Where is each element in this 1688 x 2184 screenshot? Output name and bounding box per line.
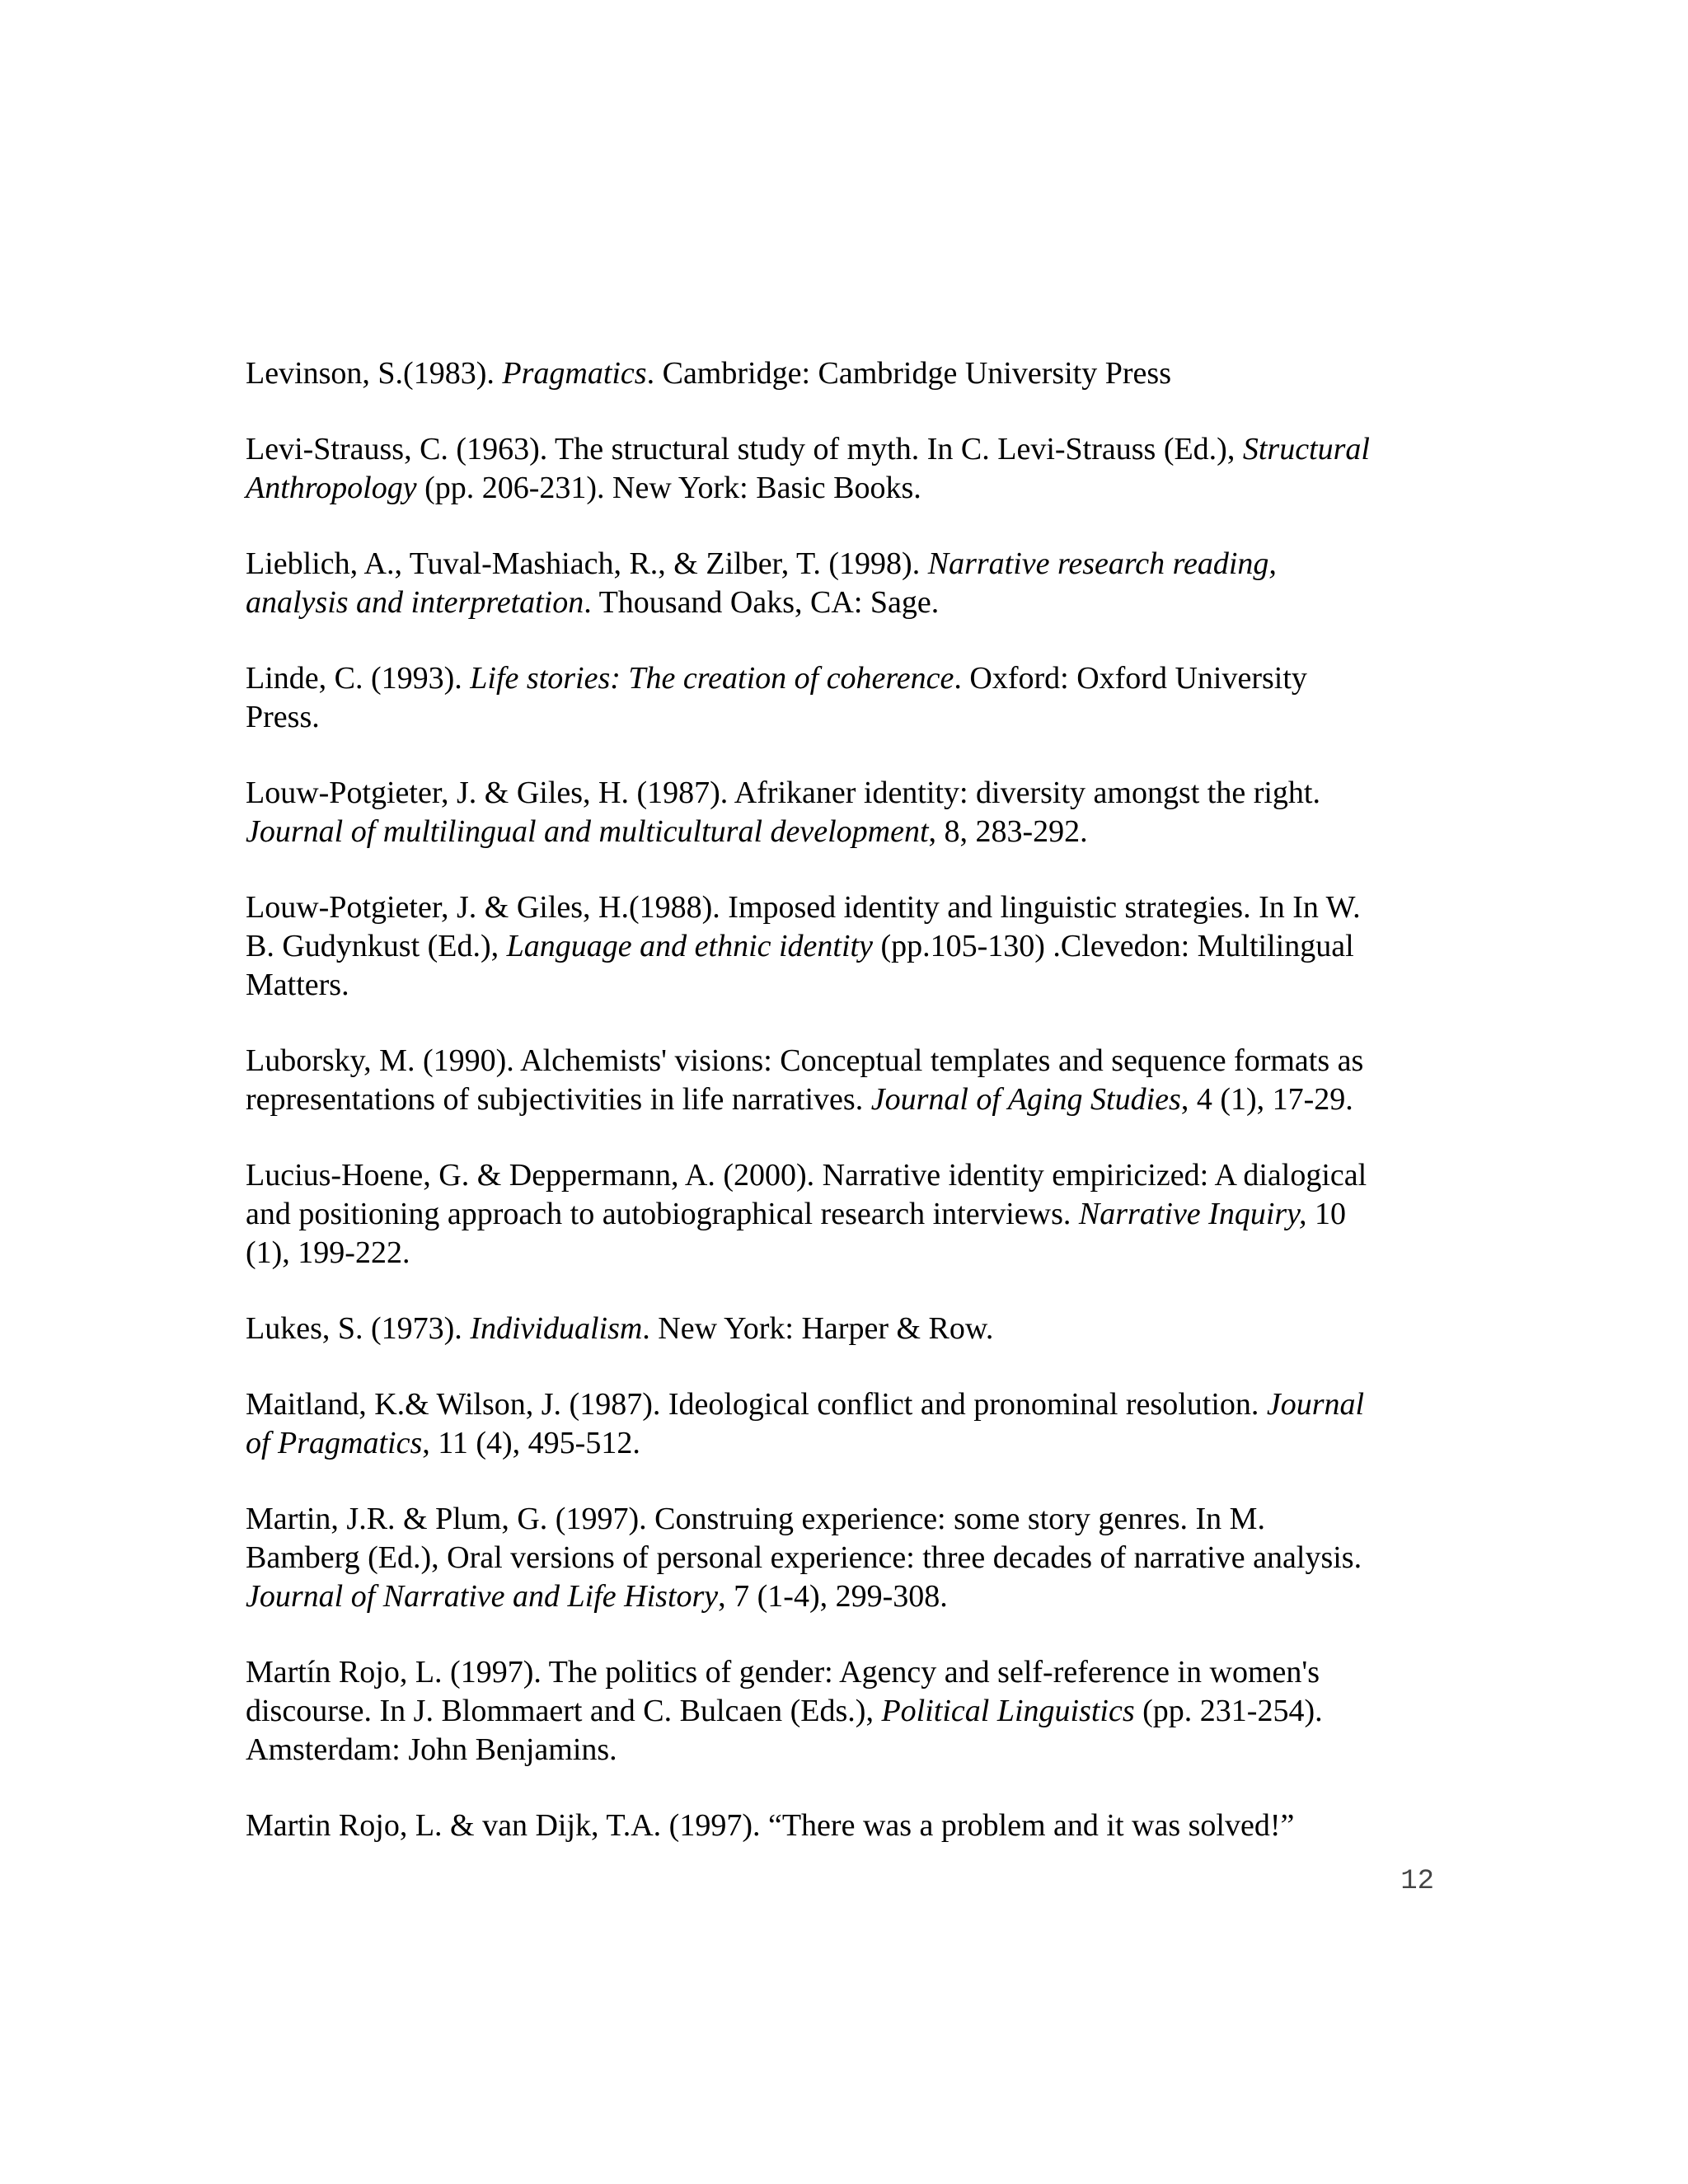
reference-line bbox=[246, 813, 1432, 851]
reference-line bbox=[246, 1156, 1432, 1195]
reference-text: Bamberg (Ed.), Oral versions of personal experience: three decades of narrative analysis. bbox=[246, 1540, 1362, 1575]
reference-text: (pp. 206-231). New York: Basic Books. bbox=[416, 471, 921, 505]
reference-entry bbox=[246, 1042, 1432, 1119]
reference-line bbox=[246, 1042, 1432, 1080]
reference-text: and positioning approach to autobiographical research interviews. bbox=[246, 1197, 1079, 1231]
reference-title-text: Narrative Inquiry, bbox=[1078, 1197, 1307, 1231]
reference-entry bbox=[246, 1500, 1432, 1616]
reference-entry bbox=[246, 1156, 1432, 1272]
reference-line bbox=[246, 545, 1432, 583]
reference-title-text: Anthropology bbox=[246, 471, 417, 505]
reference-text: Lieblich, A., Tuval-Mashiach, R., & Zilber, T. (1998). bbox=[246, 546, 928, 581]
reference-entry bbox=[246, 1807, 1432, 1845]
reference-line bbox=[246, 1731, 1432, 1769]
reference-text: (1), 199-222. bbox=[246, 1235, 410, 1270]
reference-text: Martin Rojo, L. & van Dijk, T.A. (1997). “There was a problem and it was solved!” bbox=[246, 1808, 1295, 1843]
reference-line bbox=[246, 1195, 1432, 1234]
reference-line bbox=[246, 1653, 1432, 1692]
reference-line bbox=[246, 1424, 1432, 1463]
reference-title-text: Narrative research reading, bbox=[927, 546, 1277, 581]
reference-line bbox=[246, 1500, 1432, 1539]
reference-text: Martín Rojo, L. (1997). The politics of gender: Agency and self-reference in women's bbox=[246, 1655, 1320, 1690]
reference-line bbox=[246, 469, 1432, 508]
reference-title-text: Pragmatics bbox=[502, 356, 647, 391]
reference-line bbox=[246, 659, 1432, 698]
reference-line bbox=[246, 888, 1432, 927]
reference-text: , 4 (1), 17-29. bbox=[1180, 1082, 1353, 1117]
reference-text: , 7 (1-4), 299-308. bbox=[718, 1579, 948, 1614]
reference-text: B. Gudynkust (Ed.), bbox=[246, 929, 507, 963]
reference-line bbox=[246, 1310, 1432, 1348]
page-number: 12 bbox=[1400, 1866, 1434, 1897]
reference-text: . Thousand Oaks, CA: Sage. bbox=[584, 585, 940, 620]
reference-text: , 8, 283-292. bbox=[928, 814, 1088, 849]
reference-text: Levi-Strauss, C. (1963). The structural study of myth. In C. Levi-Strauss (Ed.), bbox=[246, 432, 1243, 466]
reference-entry bbox=[246, 354, 1432, 393]
reference-title-text: Language and ethnic identity bbox=[506, 929, 873, 963]
reference-text: Lukes, S. (1973). bbox=[246, 1311, 471, 1346]
reference-entry bbox=[246, 888, 1432, 1005]
reference-entry bbox=[246, 430, 1432, 508]
reference-line bbox=[246, 1385, 1432, 1424]
reference-text: Louw-Potgieter, J. & Giles, H. (1987). Afrikaner identity: diversity amongst the right. bbox=[246, 776, 1320, 810]
reference-text: Matters. bbox=[246, 968, 349, 1002]
reference-text: Levinson, S.(1983). bbox=[246, 356, 503, 391]
reference-text: Linde, C. (1993). bbox=[246, 661, 471, 696]
reference-title-text: Life stories: The creation of coherence bbox=[470, 661, 954, 696]
reference-entry bbox=[246, 545, 1432, 622]
reference-text: Press. bbox=[246, 700, 320, 734]
reference-title-text: Individualism bbox=[470, 1311, 643, 1346]
reference-line bbox=[246, 583, 1432, 622]
reference-line bbox=[246, 1577, 1432, 1616]
reference-text: Martin, J.R. & Plum, G. (1997). Construing experience: some story genres. In M. bbox=[246, 1502, 1265, 1536]
reference-line bbox=[246, 1234, 1432, 1272]
reference-entry bbox=[246, 1385, 1432, 1463]
reference-text: (pp. 231-254). bbox=[1134, 1694, 1323, 1728]
reference-text: (pp.105-130) .Clevedon: Multilingual bbox=[872, 929, 1354, 963]
reference-text: Luborsky, M. (1990). Alchemists' visions: Conceptual templates and sequence formats as bbox=[246, 1043, 1364, 1078]
reference-line bbox=[246, 966, 1432, 1005]
reference-entry bbox=[246, 659, 1432, 737]
reference-title-text: Political Linguistics bbox=[881, 1694, 1135, 1728]
reference-text: , 11 (4), 495-512. bbox=[422, 1426, 640, 1460]
reference-text: Maitland, K.& Wilson, J. (1987). Ideological conflict and pronominal resolution. bbox=[246, 1387, 1267, 1422]
reference-title-text: Journal of Aging Studies bbox=[870, 1082, 1181, 1117]
reference-list bbox=[246, 354, 1432, 1882]
reference-line bbox=[246, 774, 1432, 813]
reference-text: representations of subjectivities in life narratives. bbox=[246, 1082, 871, 1117]
reference-entry bbox=[246, 774, 1432, 851]
reference-line bbox=[246, 430, 1432, 469]
reference-line bbox=[246, 698, 1432, 737]
reference-line bbox=[246, 1807, 1432, 1845]
reference-title-text: Journal of Narrative and Life History bbox=[246, 1579, 719, 1614]
reference-title-text: Journal of multilingual and multicultural development bbox=[246, 814, 929, 849]
reference-text: 10 bbox=[1306, 1197, 1346, 1231]
reference-text: discourse. In J. Blommaert and C. Bulcaen (Eds.), bbox=[246, 1694, 882, 1728]
reference-title-text: of Pragmatics bbox=[246, 1426, 423, 1460]
reference-text: . Oxford: Oxford University bbox=[954, 661, 1307, 696]
reference-text: Lucius-Hoene, G. & Deppermann, A. (2000). Narrative identity empiricized: A dialogical bbox=[246, 1158, 1367, 1193]
reference-text: Amsterdam: John Benjamins. bbox=[246, 1732, 617, 1767]
reference-line bbox=[246, 1692, 1432, 1731]
reference-line bbox=[246, 1539, 1432, 1577]
reference-entry bbox=[246, 1653, 1432, 1769]
reference-text: . New York: Harper & Row. bbox=[642, 1311, 994, 1346]
reference-line bbox=[246, 927, 1432, 966]
reference-title-text: Structural bbox=[1242, 432, 1370, 466]
reference-line bbox=[246, 1080, 1432, 1119]
reference-text: . Cambridge: Cambridge University Press bbox=[646, 356, 1172, 391]
reference-text: Louw-Potgieter, J. & Giles, H.(1988). Imposed identity and linguistic strategies. In In W. bbox=[246, 890, 1361, 925]
reference-title-text: analysis and interpretation bbox=[246, 585, 584, 620]
reference-title-text: Journal bbox=[1266, 1387, 1365, 1422]
reference-entry bbox=[246, 1310, 1432, 1348]
reference-line bbox=[246, 354, 1432, 393]
